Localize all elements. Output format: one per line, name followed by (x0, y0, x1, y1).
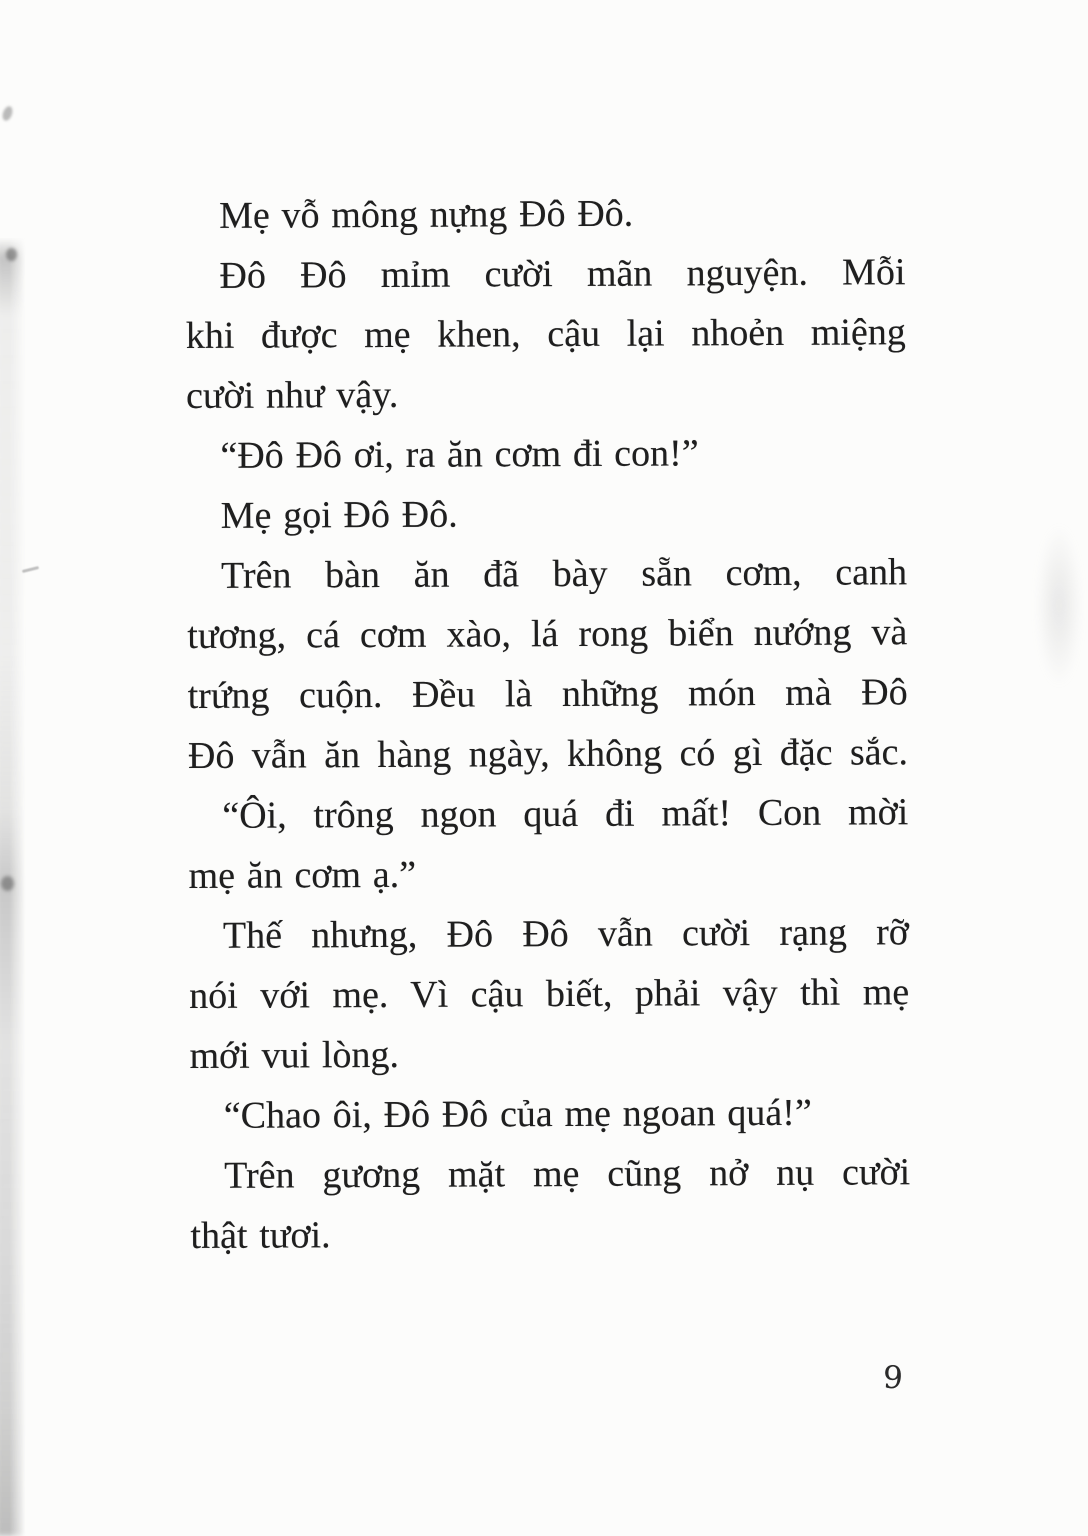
text-line: Đô vẫn ăn hàng ngày, không có gì đặc sắc. (187, 731, 909, 777)
paragraph (189, 902, 910, 1086)
scan-smudge-right (1028, 498, 1088, 713)
text-line: thật tươi. (190, 1214, 331, 1257)
text-line: Mẹ gọi Đô Đô. (220, 493, 458, 537)
paragraph (186, 422, 906, 486)
scan-speck-middle (6, 248, 17, 261)
paragraph (185, 182, 905, 246)
paragraph (185, 242, 906, 426)
text-line: “Đô Đô ơi, ra ăn cơm đi con!” (220, 432, 699, 477)
text-line: Đô Đô mỉm cười mãn nguyện. Mỗi (219, 251, 906, 297)
paragraph (187, 482, 907, 546)
paragraph (188, 782, 909, 906)
text-line: Trên bàn ăn đã bày sẵn cơm, canh (220, 551, 908, 597)
text-line: Thế nhưng, Đô Đô vẫn cười rạng rỡ (222, 911, 910, 957)
text-line: cười như vậy. (185, 373, 399, 417)
text-line: Trên gương mặt mẹ cũng nở nụ cười (224, 1151, 911, 1197)
page-number: 9 (882, 1359, 904, 1397)
text-line: mới vui lòng. (189, 1033, 400, 1077)
text-line: “Chao ôi, Đô Đô của mẹ ngoan quá!” (223, 1091, 812, 1137)
paragraph (190, 1082, 910, 1146)
page-text (185, 182, 911, 1266)
text-line: tương, cá cơm xào, lá rong biển nướng và (187, 611, 908, 657)
text-line: “Ôi, trông ngon quá đi mất! Con mời (222, 791, 909, 837)
scan-speck-lower (1, 876, 14, 891)
paragraph (190, 1142, 911, 1266)
text-line: mẹ ăn cơm ạ.” (188, 853, 417, 897)
scan-speck-top (1, 105, 15, 122)
paragraph (187, 542, 908, 786)
text-line: trứng cuộn. Đều là những món mà Đô (187, 671, 908, 717)
text-line: Mẹ vỗ mông nựng Đô Đô. (219, 192, 634, 237)
text-line: nói với mẹ. Vì cậu biết, phải vậy thì mẹ (189, 971, 910, 1017)
text-line: khi được mẹ khen, cậu lại nhoẻn miệng (185, 311, 906, 357)
